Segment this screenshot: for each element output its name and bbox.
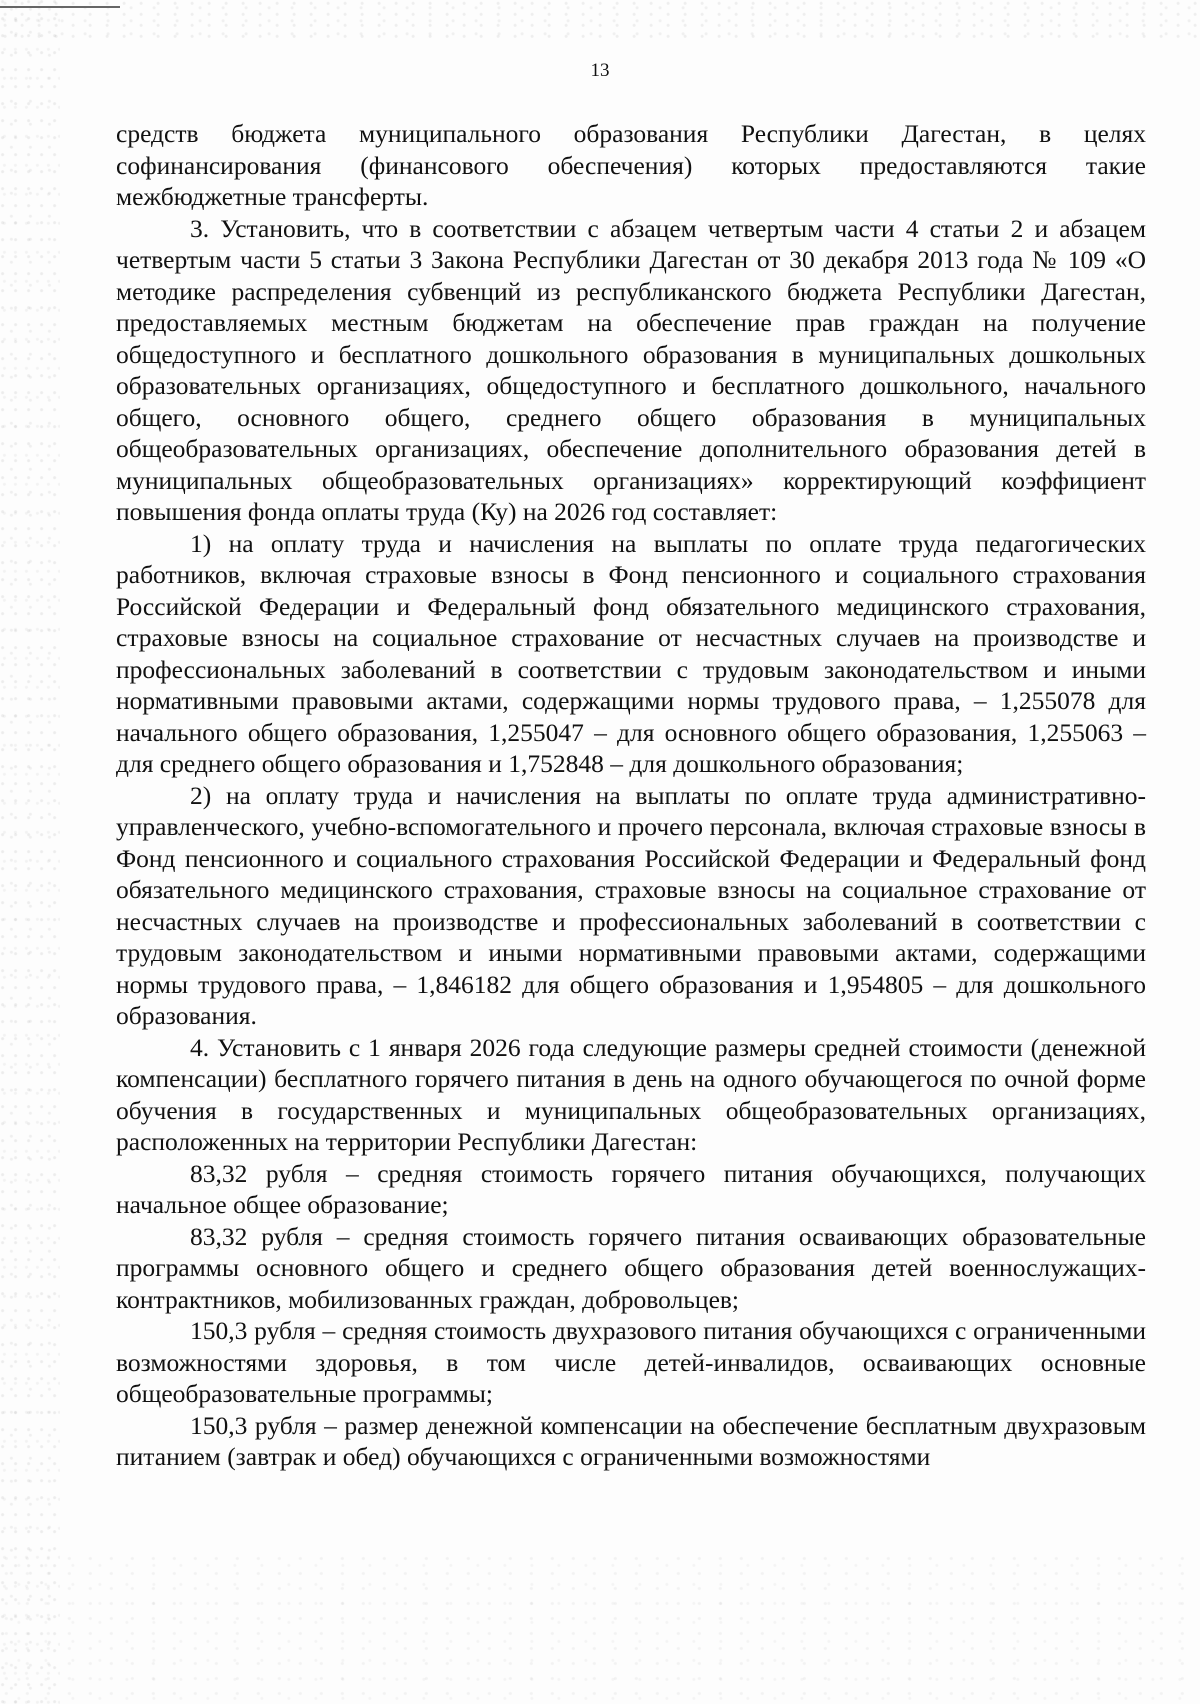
paragraph: 2) на оплату труда и начисления на выплаты по оплате труда административно-управленческого, учебно-вспомогательного и прочего персонала, включая страховые взносы в Фонд пенсионного и социального страхования Российской Федерации и Федеральный фонд обязательного медицинского страхования, страховые взносы на социальное страхование от несчастных случаев на производстве и профессиональных заболеваний в соответствии с трудовым законодательством и иными нормативными правовыми актами, содержащими нормы трудового права, – 1,846182 для общего образования и 1,954805 – для дошкольного образования. xyxy=(116,780,1146,1030)
paragraph: 3. Установить, что в соответствии с абзацем четвертым части 4 статьи 2 и абзацем четвертым части 5 статьи 3 Закона Республики Дагестан от 30 декабря 2013 года № 109 «О методике распределения субвенций из республиканского бюджета Республики Дагестан, предоставляемых местным бюджетам на обеспечение прав граждан на получение общедоступного и бесплатного дошкольного образования в муниципальных дошкольных образовательных организациях, общедоступного и бесплатного дошкольного, начального общего, основного общего, среднего общего образования в муниципальных общеобразовательных организациях, обеспечение дополнительного образования детей в муниципальных общеобразовательных организациях» корректирующий коэффициент повышения фонда оплаты труда (Ку) на 2026 год составляет: xyxy=(116,213,1146,526)
paragraph: 83,32 рубля – средняя стоимость горячего питания обучающихся, получающих начальное общее образование; xyxy=(116,1158,1146,1219)
paragraph: 150,3 рубля – размер денежной компенсации на обеспечение бесплатным двухразовым питанием (завтрак и обед) обучающихся с ограниченными возможностями xyxy=(116,1410,1146,1471)
scan-noise-bottom xyxy=(0,1554,1200,1704)
scan-noise-left xyxy=(0,0,60,1704)
page-number: 13 xyxy=(590,60,610,81)
scan-edge-line xyxy=(0,6,120,8)
paragraph: 150,3 рубля – средняя стоимость двухразового питания обучающихся с ограниченными возможностями здоровья, в том числе детей-инвалидов, осваивающих основные общеобразовательные программы; xyxy=(116,1316,1146,1408)
paragraph: 83,32 рубля – средняя стоимость горячего питания осваивающих образовательные программы основного общего и среднего общего образования детей военнослужащих-контрактников, мобилизованных граждан, добровольцев; xyxy=(116,1221,1146,1314)
paragraph: 4. Установить с 1 января 2026 года следующие размеры средней стоимости (денежной компенсации) бесплатного горячего питания в день на одного обучающегося по очной форме обучения в государственных и муниципальных общеобразовательных организациях, расположенных на территории Республики Дагестан: xyxy=(116,1032,1146,1156)
paragraph: средств бюджета муниципального образования Республики Дагестан, в целях софинансирования (финансового обеспечения) которых предоставляются такие межбюджетные трансферты. xyxy=(116,119,1146,211)
document-body xyxy=(116,118,1146,1473)
scan-noise-top xyxy=(0,0,1200,40)
paragraph: 1) на оплату труда и начисления на выплаты по оплате труда педагогических работников, включая страховые взносы в Фонд пенсионного и социального страхования Российской Федерации и Федеральный фонд обязательного медицинского страхования, страховые взносы на социальное страхование от несчастных случаев на производстве и профессиональных заболеваний в соответствии с трудовым законодательством и иными нормативными правовыми актами, содержащими нормы трудового права, – 1,255078 для начального общего образования, 1,255047 – для основного общего образования, 1,255063 – для среднего общего образования и 1,752848 – для дошкольного образования; xyxy=(116,528,1146,778)
